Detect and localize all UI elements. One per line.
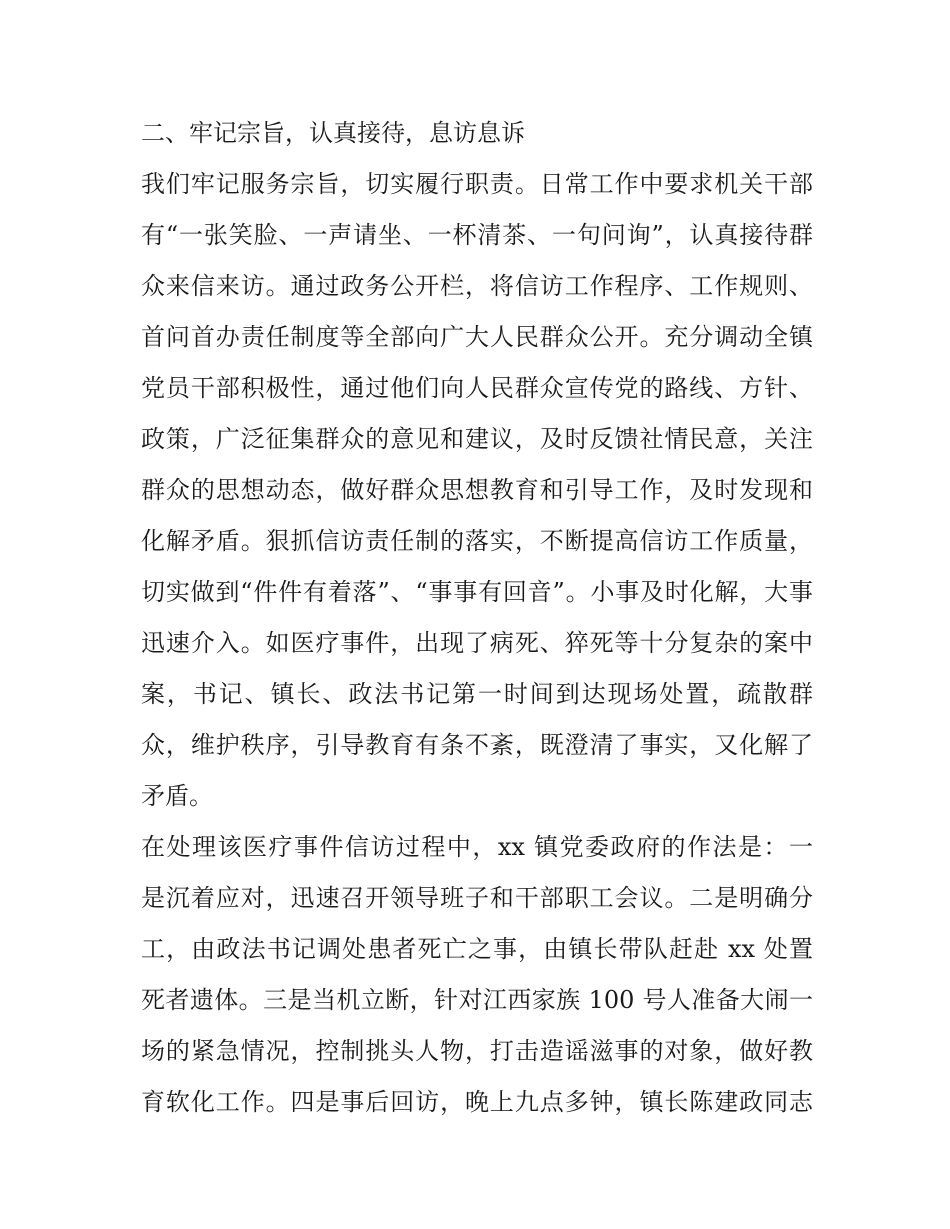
paragraph-medical-incident (141, 822, 813, 1128)
document-body (141, 108, 813, 1128)
paragraph-line: 众，维护秩序，引导教育有条不紊，既澄清了事实，又化解了 (141, 731, 813, 759)
paragraph-line: 场的紧急情况，控制挑头人物，打击造谣滋事的对象，做好教 (141, 1037, 813, 1065)
paragraph-line: 政策，广泛征集群众的意见和建议，及时反馈社情民意，关注 (141, 425, 813, 453)
paragraph-line: 切实做到“件件有着落”、“事事有回音”。小事及时化解，大事 (141, 578, 813, 606)
paragraph-line: 有“一张笑脸、一声请坐、一杯清茶、一句问询”，认真接待群 (141, 221, 813, 249)
paragraph-line: 群众的思想动态，做好群众思想教育和引导工作，及时发现和 (141, 476, 813, 504)
paragraph-line: 案，书记、镇长、政法书记第一时间到达现场处置，疏散群 (141, 680, 813, 708)
paragraph-line: 是沉着应对，迅速召开领导班子和干部职工会议。二是明确分 (141, 884, 813, 912)
paragraph-service-purpose (141, 159, 813, 822)
paragraph-line: 育软化工作。四是事后回访，晚上九点多钟，镇长陈建政同志 (141, 1088, 813, 1116)
paragraph-line: 众来信来访。通过政务公开栏，将信访工作程序、工作规则、 (141, 272, 813, 300)
paragraph-line: 党员干部积极性，通过他们向人民群众宣传党的路线、方针、 (141, 374, 813, 402)
paragraph-line: 死者遗体。三是当机立断，针对江西家族 100 号人准备大闹一 (141, 986, 813, 1014)
paragraph-line-last: 矛盾。 (141, 782, 213, 810)
paragraph-line: 在处理该医疗事件信访过程中，xx 镇党委政府的作法是：一 (141, 833, 813, 861)
paragraph-line: 化解矛盾。狠抓信访责任制的落实，不断提高信访工作质量， (141, 527, 813, 555)
paragraph-line: 迅速介入。如医疗事件，出现了病死、猝死等十分复杂的案中 (141, 629, 813, 657)
section-heading: 二、牢记宗旨，认真接待，息访息诉 (141, 119, 525, 147)
paragraph-line: 首问首办责任制度等全部向广大人民群众公开。充分调动全镇 (141, 323, 813, 351)
paragraph-line: 工，由政法书记调处患者死亡之事，由镇长带队赶赴 xx 处置 (141, 935, 813, 963)
paragraph-line: 我们牢记服务宗旨，切实履行职责。日常工作中要求机关干部 (141, 170, 813, 198)
